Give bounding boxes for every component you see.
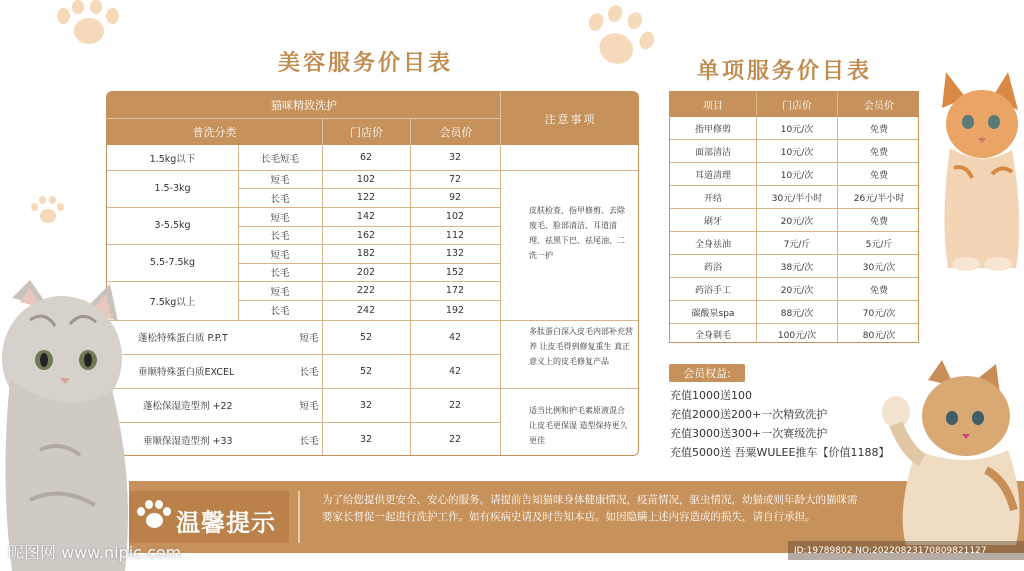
tips-text: 为了给您提供更安全、安心的服务。请提前告知猫咪身体健康情况，疫苗情况，驱虫情况，幼猫或则年龄大的猫咪需要家长督促一起进行洗护工作。如有疾病史请及时告知本店。如因隐瞒上述内容造成的损失，请自行承担。 — [322, 494, 858, 523]
member-price: 免费 — [869, 147, 888, 158]
store-price: 10元/次 — [780, 147, 814, 158]
store-price: 182 — [356, 248, 376, 259]
store-price: 30元/半小时 — [771, 193, 823, 204]
benefit-item: 充值1000送100 — [670, 389, 752, 402]
member-price: 80元/次 — [862, 330, 896, 341]
member-price: 192 — [445, 304, 465, 316]
service-item: 指甲修剪 — [694, 124, 731, 135]
paw-icon — [137, 499, 171, 533]
store-price: 20元/次 — [780, 216, 814, 227]
addon-label: 蓬松保湿造型剂 +22 — [143, 401, 233, 412]
image-id: ID:19789802 NO:20220823170809821127 — [788, 541, 1024, 560]
coat-type: 长毛 — [299, 367, 319, 378]
section-header: 猫咪精致洗护 — [107, 92, 501, 118]
weight-group-label: 5.5-7.5kg — [149, 257, 196, 268]
weight-group-label: 1.5-3kg — [154, 183, 191, 194]
member-price: 免费 — [869, 285, 888, 296]
note-text: 皮肤检查、指甲修剪、去除废毛、脸部清洁、耳道清理、祛黑下巴、祛尾油、二洗一护 — [529, 206, 625, 260]
member-price: 42 — [448, 365, 462, 377]
store-price: 32 — [359, 434, 373, 445]
store-price: 88元/次 — [780, 308, 814, 319]
grey-kitten-image — [0, 280, 135, 571]
member-price: 152 — [445, 266, 465, 278]
store-price: 122 — [356, 192, 376, 203]
main-title: 美容服务价目表 — [278, 51, 454, 76]
store-price: 162 — [356, 229, 376, 241]
store-price-header: 门店价 — [323, 119, 410, 145]
store-price: 20元/次 — [780, 285, 814, 296]
store-price: 38元/次 — [780, 262, 814, 273]
store-price: 32 — [359, 399, 373, 411]
member-price: 112 — [445, 229, 465, 241]
service-item: 碳酸泉spa — [691, 308, 735, 319]
coat-type: 长毛 — [270, 231, 290, 242]
service-item: 耳道清理 — [694, 170, 731, 181]
grooming-price-table — [106, 91, 639, 456]
single-service-table — [669, 91, 919, 343]
addon-label: 垂顺保湿造型剂 +33 — [143, 435, 233, 447]
store-price: 10元/次 — [780, 170, 814, 181]
member-price: 22 — [448, 399, 462, 411]
benefit-item: 充值5000送 吾粟WULEE推车【价值1188】 — [670, 446, 890, 459]
paw-print-icon — [572, 0, 667, 88]
service-item: 全身剃毛 — [694, 330, 731, 341]
coat-type: 长毛 — [270, 193, 290, 205]
side-title: 单项服务价目表 — [697, 59, 873, 84]
member-price: 172 — [445, 285, 465, 296]
note-text: 多肽蛋白深入皮毛内部补充营养 让皮毛得到修复重生 真正意义上的皮毛修复产品 — [529, 327, 633, 366]
divider — [298, 491, 300, 543]
benefit-item: 充值3000送300+一次赛级洗护 — [670, 427, 828, 440]
coat-type: 短毛 — [299, 401, 319, 412]
store-price: 142 — [356, 211, 376, 222]
paw-print-icon — [30, 195, 66, 231]
orange-kitten-image — [932, 68, 1024, 272]
store-price: 10元/次 — [780, 124, 814, 135]
store-price: 242 — [356, 304, 376, 316]
store-price: 62 — [359, 152, 373, 163]
member-price: 72 — [448, 173, 462, 185]
watermark: 昵图网 www.nipic.com — [8, 543, 182, 562]
member-price: 免费 — [869, 170, 888, 181]
weight-group-label: 7.5kg以上 — [149, 296, 196, 308]
store-price: 222 — [356, 285, 376, 296]
weight-group-label: 3-5.5kg — [154, 220, 191, 231]
service-item: 刷牙 — [703, 216, 722, 227]
store-price: 102 — [356, 173, 376, 185]
store-price: 52 — [359, 365, 373, 377]
coat-type: 长毛 — [299, 435, 319, 447]
note-text: 适当比例和护毛素原液混合 让皮毛更保湿 造型保持更久更佳 — [529, 406, 628, 445]
tips-title: 温馨提示 — [176, 509, 276, 537]
coat-type: 短毛 — [299, 333, 319, 344]
coat-type: 长毛短毛 — [260, 153, 299, 165]
service-item: 面部清洁 — [694, 147, 731, 158]
addon-label: 蓬松特殊蛋白质 P.P.T — [138, 333, 228, 344]
store-price-header: 门店价 — [757, 92, 837, 117]
item-header: 项目 — [670, 92, 756, 117]
member-price-header: 会员价 — [838, 92, 919, 117]
service-item: 全身祛油 — [694, 239, 731, 250]
coat-type: 短毛 — [270, 212, 290, 224]
member-price: 5元/斤 — [865, 239, 893, 250]
store-price: 7元/斤 — [783, 239, 811, 250]
coat-type: 长毛 — [270, 306, 290, 317]
fluffy-kitten-image — [876, 360, 1024, 545]
service-item: 开结 — [703, 193, 722, 204]
member-price: 30元/次 — [862, 262, 896, 273]
member-price: 免费 — [869, 124, 888, 135]
member-price-header: 会员价 — [411, 119, 501, 145]
member-price: 22 — [448, 434, 462, 445]
notes-header: 注意事项 — [501, 92, 639, 145]
member-price: 70元/次 — [862, 308, 896, 319]
member-price: 132 — [445, 248, 465, 259]
store-price: 202 — [356, 266, 376, 278]
coat-type: 短毛 — [270, 175, 290, 186]
paw-print-icon — [52, 0, 124, 52]
store-price: 52 — [359, 331, 373, 343]
addon-label: 垂顺特殊蛋白质EXCEL — [138, 367, 235, 378]
member-benefits-badge: 会员权益: — [669, 364, 745, 382]
member-price: 92 — [448, 192, 462, 203]
coat-type: 短毛 — [270, 286, 290, 298]
member-price: 32 — [448, 152, 462, 163]
member-price: 42 — [448, 331, 462, 343]
member-price: 102 — [445, 211, 465, 222]
member-price: 免费 — [869, 216, 888, 227]
weight-group-label: 1.5kg以下 — [149, 153, 196, 165]
service-item: 药浴 — [703, 262, 722, 273]
member-price: 26元/半小时 — [853, 193, 905, 204]
store-price: 100元/次 — [777, 330, 817, 341]
coat-type: 长毛 — [270, 268, 290, 279]
coat-type: 短毛 — [270, 249, 290, 261]
category-header: 普洗分类 — [107, 119, 322, 145]
benefit-item: 充值2000送200+一次精致洗护 — [670, 408, 828, 421]
service-item: 药浴手工 — [694, 285, 731, 296]
